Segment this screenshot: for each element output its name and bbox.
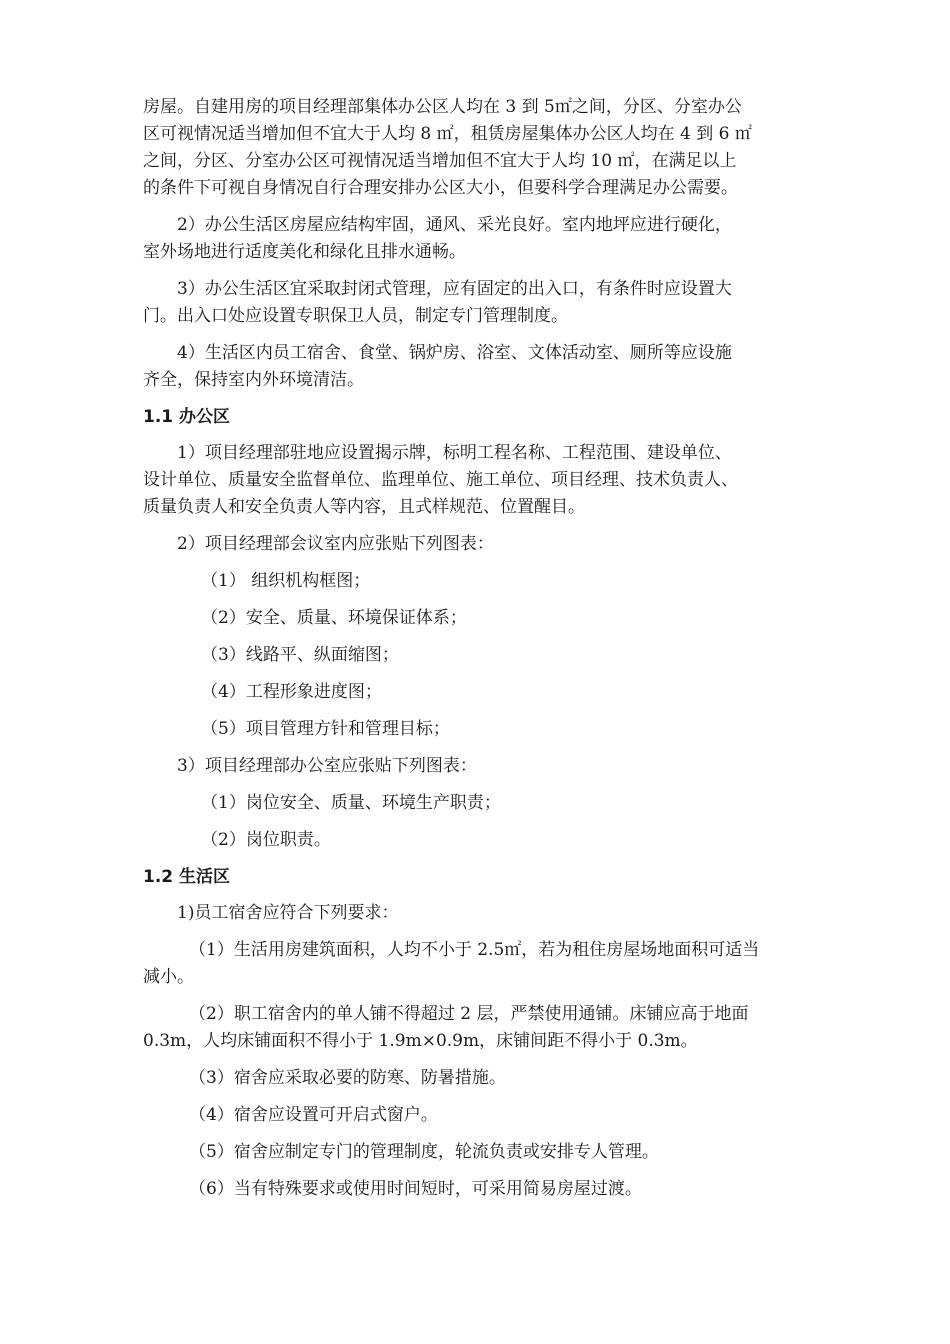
text-line: （2）岗位职责。 xyxy=(201,830,331,850)
paragraph-office-charts xyxy=(143,753,810,780)
text-line: （4）宿舍应设置可开启式窗户。 xyxy=(189,1105,438,1125)
text-line: 房屋。自建用房的项目经理部集体办公区人均在 3 到 5㎡之间，分区、分室办公 xyxy=(143,97,742,117)
section-heading-office-area: 1.1 办公区 xyxy=(143,407,231,427)
text-line: 的条件下可视自身情况自行合理安排办公区大小，但要科学合理满足办公需要。 xyxy=(143,178,738,198)
list-item xyxy=(143,1065,810,1092)
text-line: （4）工程形象进度图； xyxy=(201,682,382,702)
list-item xyxy=(143,679,810,706)
text-line: 质量负责人和安全负责人等内容，且式样规范、位置醒目。 xyxy=(143,497,585,517)
paragraph-office-area-standards xyxy=(143,94,810,202)
text-line: （5）宿舍应制定专门的管理制度，轮流负责或安排专人管理。 xyxy=(189,1142,659,1162)
list-item xyxy=(143,605,810,632)
text-line: 区可视情况适当增加但不宜大于人均 8 ㎡，租赁房屋集体办公区人均在 4 到 6 ㎡ xyxy=(143,124,752,144)
text-line: （1）岗位安全、质量、环境生产职责； xyxy=(201,793,501,813)
text-line: （1）生活用房建筑面积，人均不小于 2.5㎡，若为租住房屋场地面积可适当 xyxy=(189,940,760,960)
paragraph-dormitory-intro xyxy=(143,900,810,927)
list-item xyxy=(143,1176,810,1203)
text-line: （3）线路平、纵面缩图； xyxy=(201,645,399,665)
paragraph-notice-board xyxy=(143,440,810,521)
text-line: 0.3m，人均床铺面积不得小于 1.9m×0.9m，床铺间距不得小于 0.3m。 xyxy=(143,1031,698,1051)
section-heading-living-area: 1.2 生活区 xyxy=(143,867,231,887)
paragraph-building-structure xyxy=(143,212,810,266)
list-item xyxy=(143,568,810,595)
text-line: （2）职工宿舍内的单人铺不得超过 2 层，严禁使用通铺。床铺应高于地面 xyxy=(189,1004,749,1024)
text-line: 门。出入口处应设置专职保卫人员，制定专门管理制度。 xyxy=(143,306,568,326)
list-item xyxy=(143,716,810,743)
text-line: 2）办公生活区房屋应结构牢固，通风、采光良好。室内地坪应进行硬化， xyxy=(177,215,732,235)
list-item xyxy=(143,642,810,669)
text-line: 4）生活区内员工宿舍、食堂、锅炉房、浴室、文体活动室、厕所等应设施 xyxy=(177,343,732,363)
text-line: 齐全，保持室内外环境清洁。 xyxy=(143,370,364,390)
list-item xyxy=(143,1001,810,1055)
list-item xyxy=(143,827,810,854)
list-item xyxy=(143,937,810,991)
text-line: （5）项目管理方针和管理目标； xyxy=(201,719,450,739)
text-line: （1） 组织机构框图； xyxy=(201,571,371,591)
paragraph-meeting-room-charts xyxy=(143,531,810,558)
text-line: 之间，分区、分室办公区可视情况适当增加但不宜大于人均 10 ㎡，在满足以上 xyxy=(143,151,737,171)
list-item xyxy=(143,790,810,817)
text-line: 2）项目经理部会议室内应张贴下列图表： xyxy=(177,534,494,554)
text-line: 3）办公生活区宜采取封闭式管理，应有固定的出入口，有条件时应设置大 xyxy=(177,279,732,299)
text-line: 设计单位、质量安全监督单位、监理单位、施工单位、项目经理、技术负责人、 xyxy=(143,470,738,490)
text-line: 减小。 xyxy=(143,967,194,987)
list-item xyxy=(143,1102,810,1129)
paragraph-living-facilities xyxy=(143,340,810,394)
text-line: （6）当有特殊要求或使用时间短时，可采用简易房屋过渡。 xyxy=(189,1179,642,1199)
text-line: 室外场地进行适度美化和绿化且排水通畅。 xyxy=(143,242,466,262)
text-line: 3）项目经理部办公室应张贴下列图表： xyxy=(177,756,477,776)
text-line: 1）项目经理部驻地应设置揭示牌，标明工程名称、工程范围、建设单位、 xyxy=(177,443,732,463)
text-line: （3）宿舍应采取必要的防寒、防暑措施。 xyxy=(189,1068,506,1088)
paragraph-closed-management xyxy=(143,276,810,330)
list-item xyxy=(143,1139,810,1166)
text-line: （2）安全、质量、环境保证体系； xyxy=(201,608,467,628)
text-line: 1)员工宿舍应符合下列要求： xyxy=(177,903,399,923)
